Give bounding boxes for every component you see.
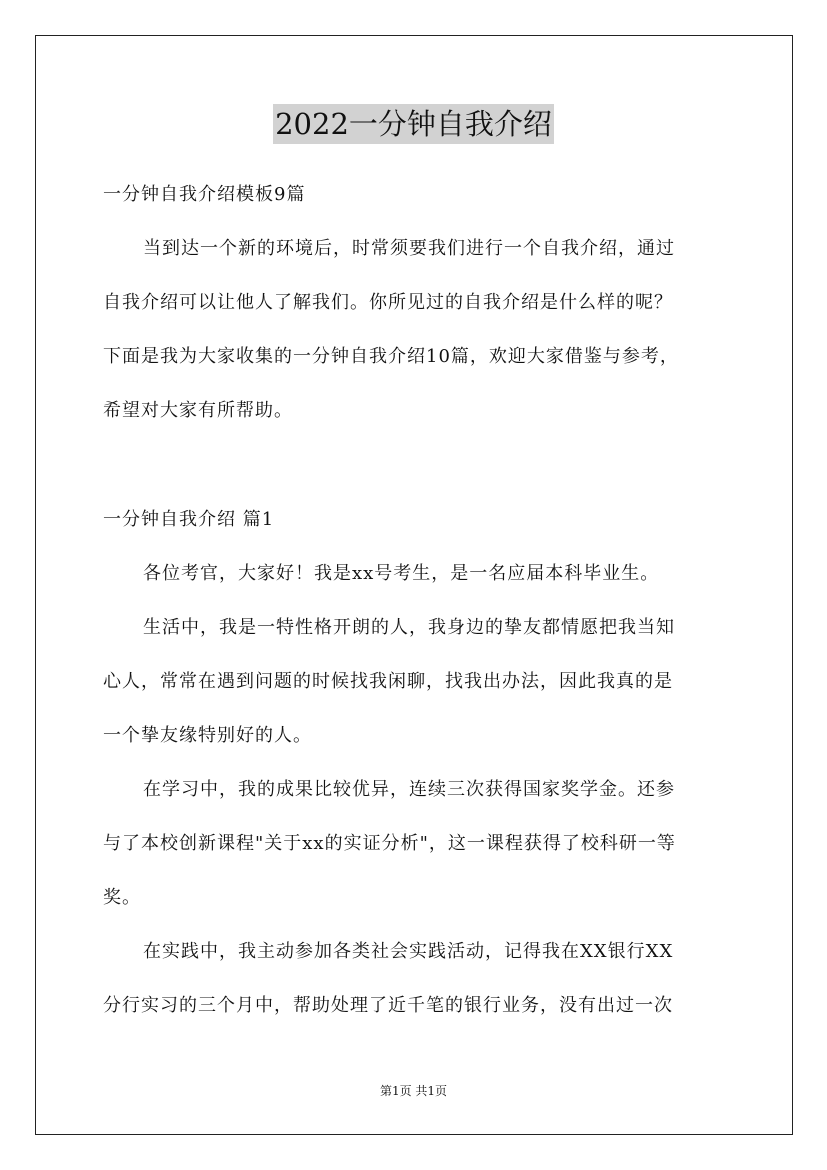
body-line-2: 生活中，我是一特性格开朗的人，我身边的挚友都情愿把我当知 <box>143 617 675 638</box>
title-container <box>0 104 827 144</box>
section-heading: 一分钟自我介绍 篇1 <box>103 509 275 530</box>
page-footer: 第1页 共1页 <box>379 1084 448 1098</box>
intro-line-4: 希望对大家有所帮助。 <box>103 400 293 421</box>
body-line-1: 各位考官，大家好！我是xx号考生，是一名应届本科毕业生。 <box>143 563 660 584</box>
body-line-5: 在学习中，我的成果比较优异，连续三次获得国家奖学金。还参 <box>143 779 675 800</box>
body-line-3: 心人，常常在遇到问题的时候找我闲聊，找我出办法，因此我真的是 <box>103 671 673 692</box>
body-line-8: 在实践中，我主动参加各类社会实践活动，记得我在XX银行XX <box>143 941 674 962</box>
intro-line-1: 当到达一个新的环境后，时常须要我们进行一个自我介绍，通过 <box>143 238 675 259</box>
body-line-4: 一个挚友缘特别好的人。 <box>103 725 312 746</box>
document-title: 2022一分钟自我介绍 <box>273 104 554 144</box>
body-line-9: 分行实习的三个月中，帮助处理了近千笔的银行业务，没有出过一次 <box>103 995 673 1016</box>
body-line-6: 与了本校创新课程"关于xx的实证分析"，这一课程获得了校科研一等 <box>103 833 676 854</box>
body-line-7: 奖。 <box>103 887 141 908</box>
intro-line-3: 下面是我为大家收集的一分钟自我介绍10篇，欢迎大家借鉴与参考， <box>103 346 679 367</box>
document-subtitle: 一分钟自我介绍模板9篇 <box>103 184 306 205</box>
intro-line-2: 自我介绍可以让他人了解我们。你所见过的自我介绍是什么样的呢？ <box>103 292 673 313</box>
